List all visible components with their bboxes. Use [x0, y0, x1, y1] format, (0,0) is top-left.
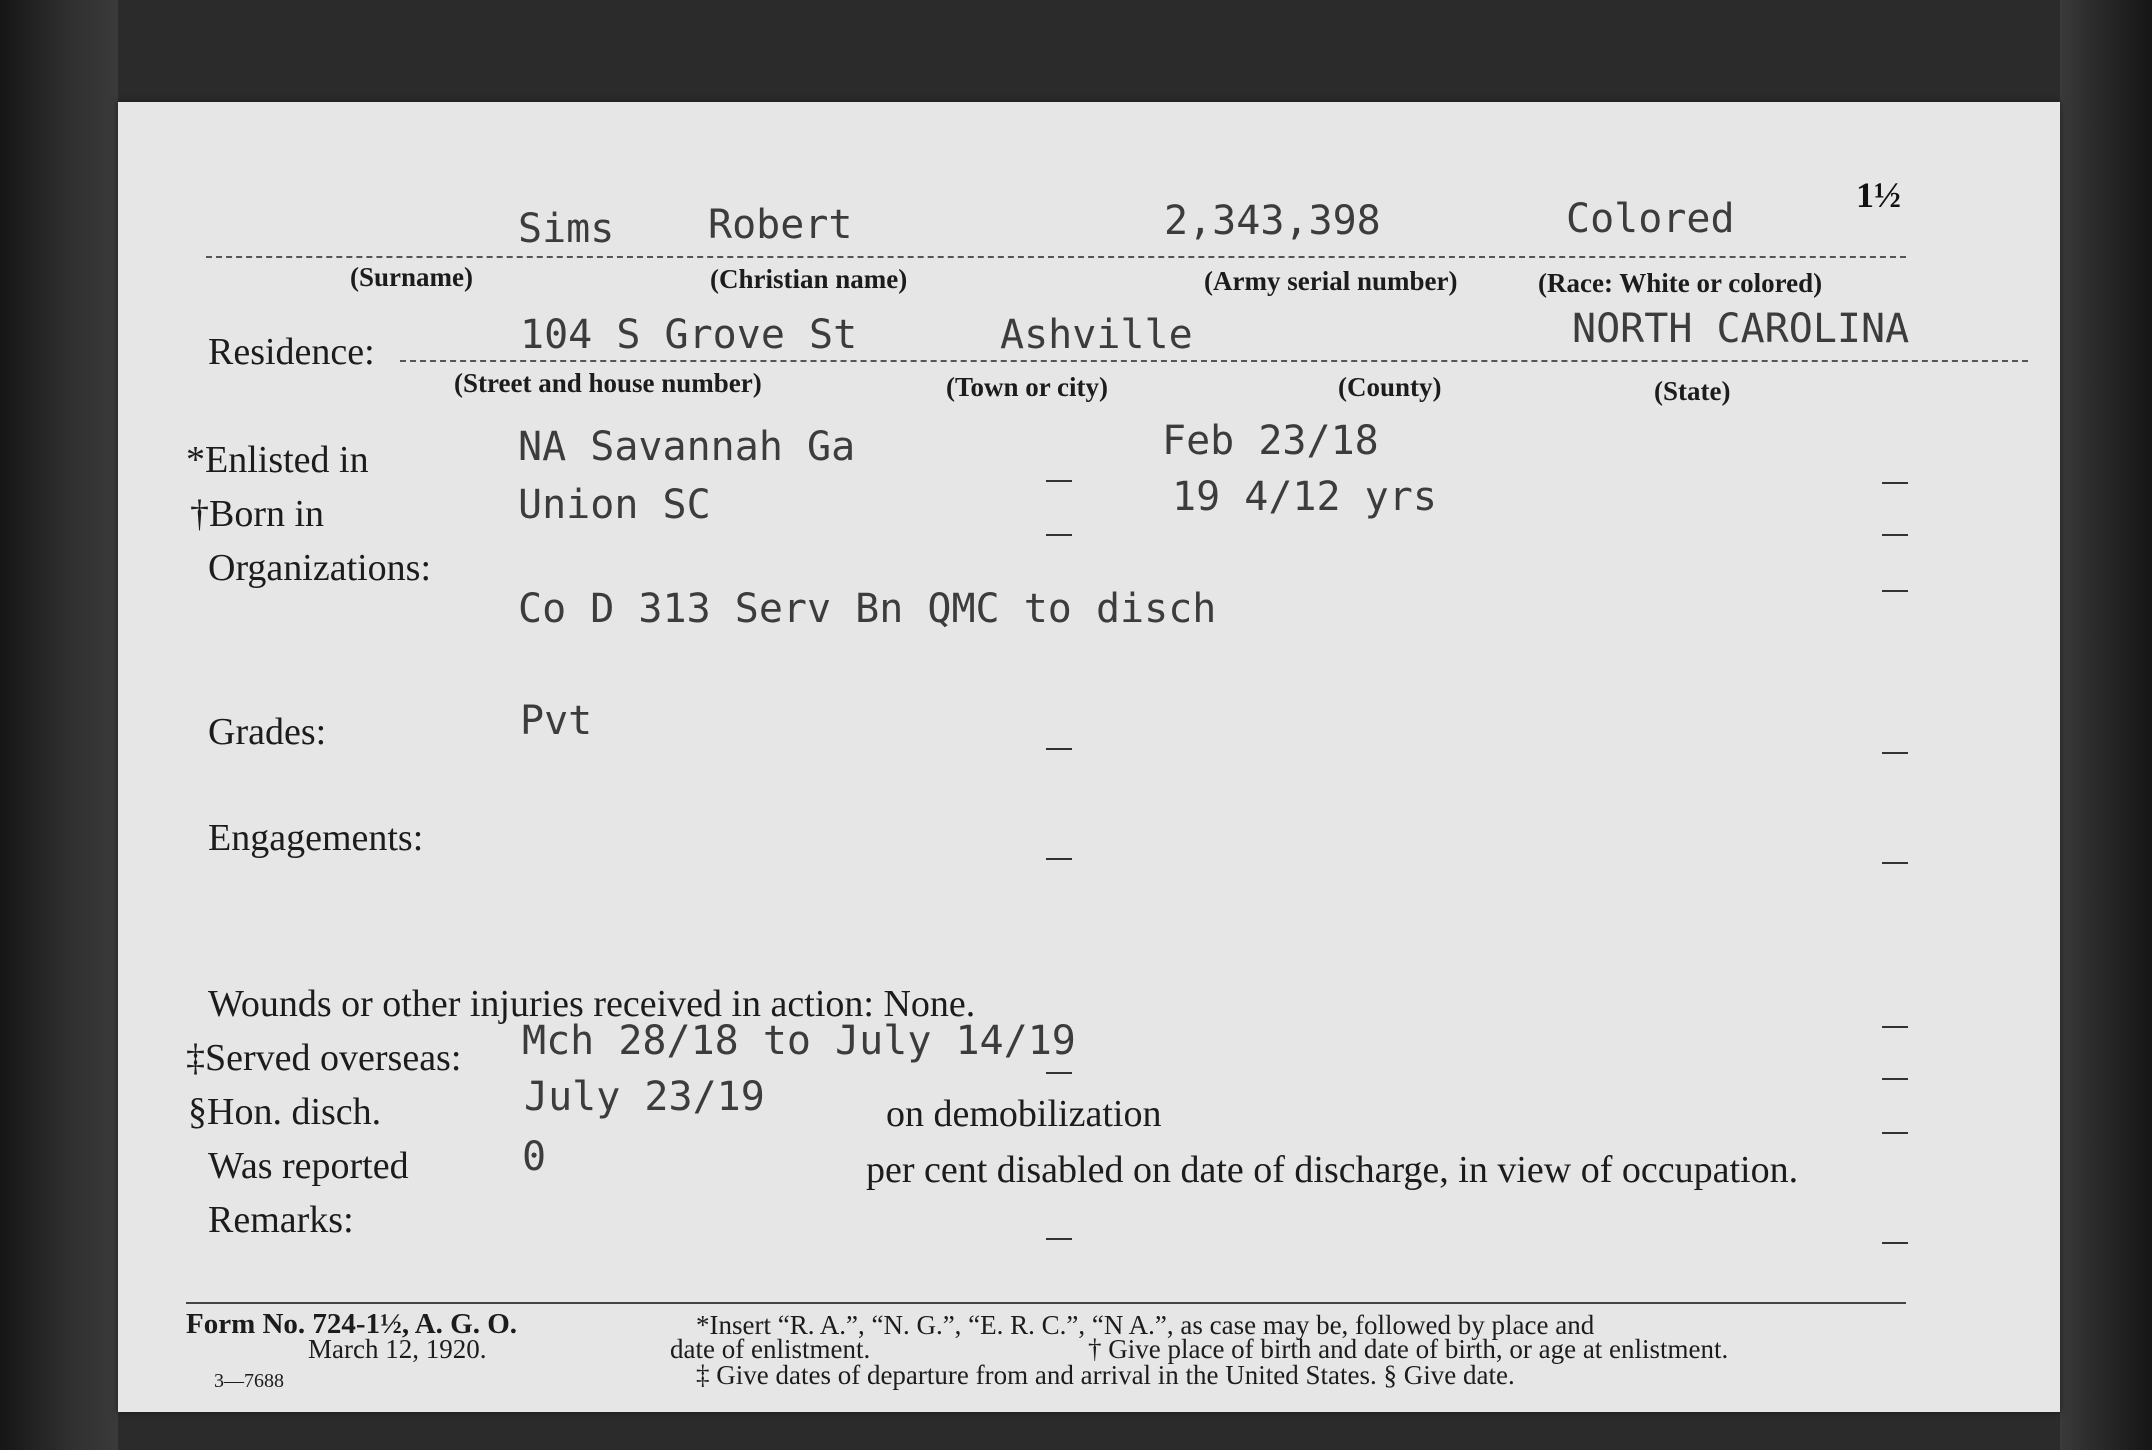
placeholder-dash [1882, 590, 1908, 592]
organizations-label: Organizations: [208, 547, 432, 589]
caption-street: (Street and house number) [454, 368, 762, 398]
caption-surname: (Surname) [350, 262, 473, 292]
enlisted-date-value: Feb 23/18 [1162, 418, 1379, 464]
form-number: Form No. 724-1½, A. G. O. [186, 1308, 518, 1340]
scan-border-left [0, 0, 118, 1450]
caption-serial-number: (Army serial number) [1204, 266, 1458, 296]
residence-label: Residence: [208, 331, 375, 373]
form-date: March 12, 1920. [308, 1334, 487, 1364]
residence-street-value: 104 S Grove St [520, 312, 858, 358]
header-line [206, 256, 1906, 258]
scan-border-right [2060, 0, 2152, 1450]
surname-value: Sims [518, 206, 615, 252]
remarks-label: Remarks: [208, 1199, 354, 1241]
caption-town: (Town or city) [946, 372, 1108, 402]
caption-county: (County) [1338, 372, 1442, 402]
placeholder-dash [1046, 1072, 1072, 1074]
placeholder-dash [1046, 748, 1072, 750]
footnote-line-1: *Insert “R. A.”, “N. G.”, “E. R. C.”, “N A.”, as case may be, followed by place and [696, 1310, 1595, 1340]
placeholder-dash [1882, 1132, 1908, 1134]
print-code: 3—7688 [214, 1370, 284, 1392]
footer-rule [186, 1302, 1906, 1304]
organizations-value: Co D 313 Serv Bn QMC to disch [518, 586, 1217, 632]
enlisted-label: *Enlisted in [186, 439, 369, 481]
born-place-value: Union SC [518, 482, 711, 528]
caption-christian-name: (Christian name) [710, 264, 908, 294]
disability-text: per cent disabled on date of discharge, in view of occupation. [866, 1149, 1799, 1191]
serial-number-value: 2,343,398 [1164, 198, 1381, 244]
placeholder-dash [1882, 534, 1908, 536]
placeholder-dash [1046, 858, 1072, 860]
footnote-line-3: ‡ Give dates of departure from and arrival in the United States. § Give date. [696, 1360, 1515, 1390]
served-overseas-label: ‡Served overseas: [186, 1037, 462, 1079]
placeholder-dash [1882, 862, 1908, 864]
footnote-line-2b: † Give place of birth and date of birth, or age at enlistment. [1088, 1334, 1729, 1364]
hon-disch-label: §Hon. disch. [188, 1091, 382, 1133]
enlisted-place-value: NA Savannah Ga [518, 424, 856, 470]
caption-race: (Race: White or colored) [1538, 268, 1823, 298]
born-age-value: 19 4/12 yrs [1172, 474, 1437, 520]
grades-value: Pvt [520, 698, 593, 744]
footnote-line-2a: date of enlistment. [670, 1334, 871, 1364]
reported-value: 0 [522, 1134, 547, 1180]
served-overseas-value: Mch 28/18 to July 14/19 [522, 1018, 1076, 1064]
service-record-card [118, 102, 2060, 1412]
placeholder-dash [1046, 480, 1072, 482]
residence-state-value: NORTH CAROLINA [1572, 306, 1910, 352]
caption-state: (State) [1654, 376, 1731, 406]
placeholder-dash [1882, 1078, 1908, 1080]
christian-name-value: Robert [708, 202, 853, 248]
placeholder-dash [1046, 1238, 1072, 1240]
placeholder-dash [1882, 752, 1908, 754]
placeholder-dash [1046, 534, 1072, 536]
hon-disch-note: on demobilization [886, 1093, 1162, 1135]
hon-disch-date-value: July 23/19 [524, 1074, 765, 1120]
placeholder-dash [1882, 482, 1908, 484]
residence-town-value: Ashville [1000, 312, 1193, 358]
grades-label: Grades: [208, 711, 327, 753]
residence-line [400, 360, 2028, 362]
corner-mark: 1½ [1856, 175, 1901, 215]
placeholder-dash [1882, 1026, 1908, 1028]
wounds-text: Wounds or other injuries received in action: None. [208, 983, 976, 1025]
born-label: †Born in [190, 493, 325, 535]
engagements-label: Engagements: [208, 817, 424, 859]
placeholder-dash [1882, 1242, 1908, 1244]
race-value: Colored [1566, 196, 1735, 242]
reported-label: Was reported [208, 1145, 409, 1187]
